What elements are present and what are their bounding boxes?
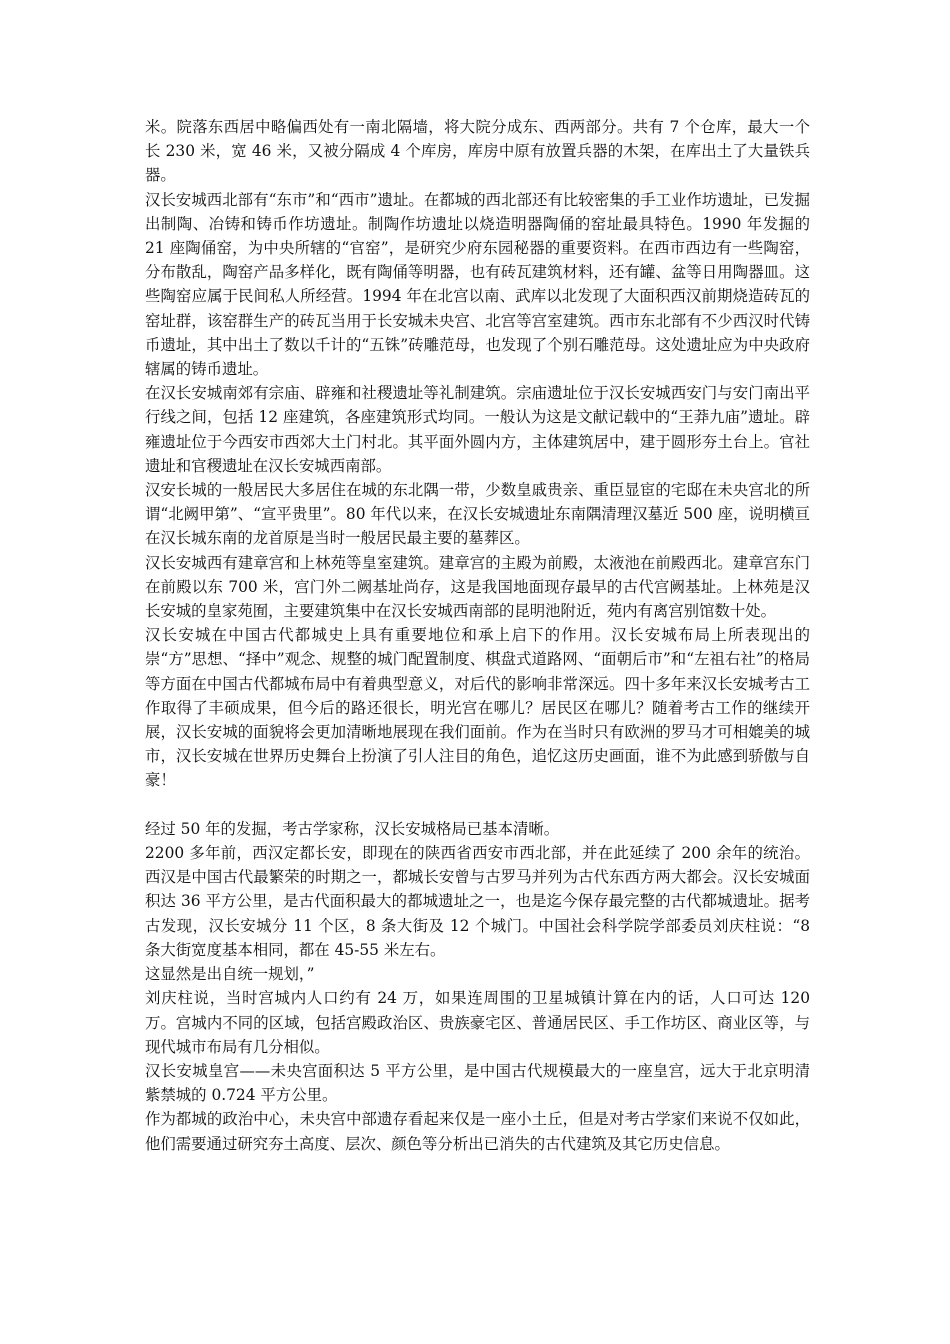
document-body — [145, 115, 810, 1156]
paragraph-unified-planning: 这显然是出自统一规划，” — [145, 965, 315, 984]
paragraph-political-center: 作为都城的政治中心，未央宫中部遗存看起来仅是一座小土丘，但是对考古学家们来说不仅如此，他们需要通过研究夯土高度、层次、颜色等分析出已消失的古代建筑及其它历史信息。 — [145, 1110, 810, 1153]
paragraph-markets-workshops: 汉长安城西北部有“东市”和“西市”遗址。在都城的西北部还有比较密集的手工业作坊遗址，已发掘出制陶、冶铸和铸币作坊遗址。制陶作坊遗址以烧造明器陶俑的窑址最具特色。1990 年发掘的 21 座陶俑窑，为中央所辖的“官窑”，是研究少府东园秘器的重要资料。在西市西边有一些陶窑，分布散乱，陶窑产品多样化，既有陶俑等明器，也有砖瓦建筑材料，还有罐、盆等日用陶器皿。这些陶窑应属于民间私人所经营。1994 年在北宫以南、武库以北发现了大面积西汉前期烧造砖瓦的窑址群，该窑群生产的砖瓦当用于长安城未央宫、北宫等宫室建筑。西市东北部有不少西汉时代铸币遗址，其中出土了数以千计的“五铢”砖雕范母，也发现了个别石雕范母。这处遗址应为中央政府辖属的铸币遗址。 — [145, 190, 810, 379]
paragraph-population: 刘庆柱说，当时宫城内人口约有 24 万，如果连周围的卫星城镇计算在内的话，人口可达 120 万。宫城内不同的区域，包括宫殿政治区、贵族豪宅区、普通居民区、手工作坊区、商业区等，与现代城市布局有几分相似。 — [145, 989, 810, 1056]
paragraph-significance: 汉长安城在中国古代都城史上具有重要地位和承上启下的作用。汉长安城布局上所表现出的崇“方”思想、“择中”观念、规整的城门配置制度、棋盘式道路网、“面朝后市”和“左祖右社”的格局等方面在中国古代都城布局中有着典型意义，对后代的影响非常深远。四十多年来汉长安城考古工作取得了丰硕成果，但今后的路还很长，明光宫在哪儿？居民区在哪儿？随着考古工作的继续开展，汉长安城的面貌将会更加清晰地展现在我们面前。作为在当时只有欧洲的罗马才可相媲美的城市，汉长安城在世界历史舞台上扮演了引人注目的角色，追忆这历史画面，谁不为此感到骄傲与自豪！ — [145, 626, 810, 790]
paragraph-armory: 米。院落东西居中略偏西处有一南北隔墙，将大院分成东、西两部分。共有 7 个仓库，最大一个长 230 米，宽 46 米，又被分隔成 4 个库房，库房中原有放置兵器的木架，在库出土了大量铁兵器。 — [145, 118, 810, 185]
paragraph-western-han-capital: 2200 多年前，西汉定都长安，即现在的陕西省西安市西北部，并在此延续了 200 余年的统治。西汉是中国古代最繁荣的时期之一，都城长安曾与古罗马并列为古代东西方两大都会。汉长安城面积达 36 平方公里，是古代面积最大的都城遗址之一，也是迄今保存最完整的古代都城遗址。据考古发现，汉长安城分 11 个区，8 条大街及 12 个城门。中国社会科学院学部委员刘庆柱说：“8 条大街宽度基本相同，都在 45-55 米左右。 — [145, 844, 810, 959]
paragraph-weiyang-palace: 汉长安城皇宫——未央宫面积达 5 平方公里，是中国古代规模最大的一座皇宫，远大于北京明清紫禁城的 0.724 平方公里。 — [145, 1061, 810, 1105]
paragraph-ritual-buildings: 在汉长安城南郊有宗庙、辟雍和社稷遗址等礼制建筑。宗庙遗址位于汉长安城西安门与安门南出平行线之间，包括 12 座建筑，各座建筑形式均同。一般认为这是文献记载中的“王莽九庙”遗址。辟雍遗址位于今西安市西郊大土门村北。其平面外圆内方，主体建筑居中，建于圆形夯土台上。官社遗址和官稷遗址在汉长安城西南部。 — [145, 384, 810, 475]
paragraph-residents: 汉安长城的一般居民大多居住在城的东北隅一带，少数皇戚贵亲、重臣显宦的宅邸在未央宫北的所谓“北阙甲第”、“宣平贵里”。80 年代以来，在汉长安城遗址东南隅清理汉墓近 500 座，说明横亘在汉长城东南的龙首原是当时一般居民最主要的墓葬区。 — [145, 481, 810, 548]
paragraph-excavation-summary: 经过 50 年的发掘，考古学家称，汉长安城格局已基本清晰。 — [145, 819, 560, 838]
paragraph-spacer — [145, 793, 810, 817]
paragraph-jianzhang-palace: 汉长安城西有建章宫和上林苑等皇室建筑。建章宫的主殿为前殿，太液池在前殿西北。建章宫东门在前殿以东 700 米，宫门外二阙基址尚存，这是我国地面现存最早的古代宫阙基址。上林苑是汉长安城的皇家苑囿，主要建筑集中在汉长安城西南部的昆明池附近，苑内有离宫别馆数十处。 — [145, 553, 810, 621]
